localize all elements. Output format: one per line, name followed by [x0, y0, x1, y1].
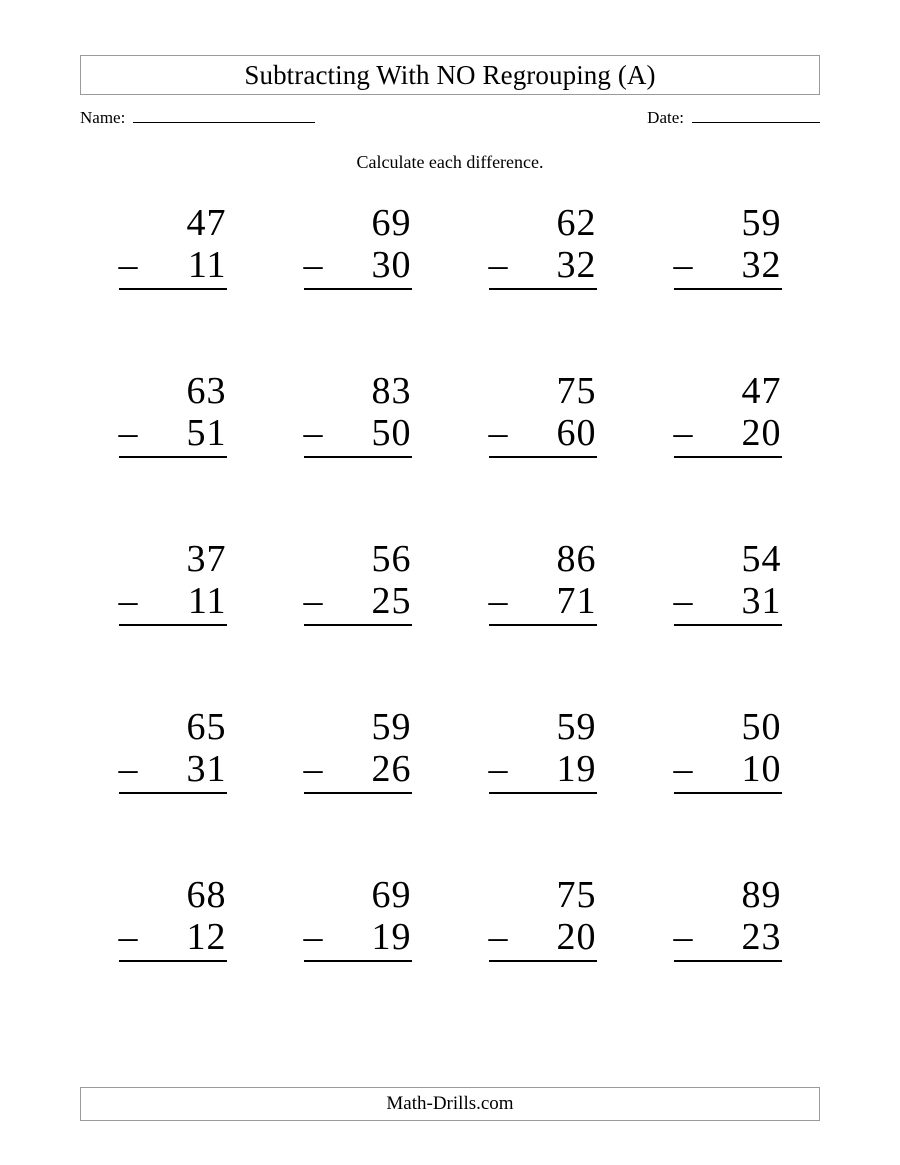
- problem-cell: [80, 868, 265, 1036]
- problem-cell: [265, 700, 450, 868]
- answer-line[interactable]: [304, 792, 412, 794]
- minuend: 68: [186, 874, 227, 916]
- problem-cell: [450, 532, 635, 700]
- minuend: 69: [371, 202, 412, 244]
- answer-line[interactable]: [489, 624, 597, 626]
- subtraction-problem: [304, 700, 412, 868]
- minus-operator: –: [488, 580, 508, 622]
- subtraction-problem: [674, 364, 782, 532]
- subtraction-problem: [674, 700, 782, 868]
- subtrahend: 30: [371, 244, 412, 286]
- problem-cell: [450, 868, 635, 1036]
- problem-row: [80, 196, 820, 364]
- subtrahend-line: [489, 244, 597, 286]
- footer-branding: Math-Drills.com: [386, 1093, 514, 1114]
- subtrahend: 32: [741, 244, 782, 286]
- problem-cell: [635, 364, 820, 532]
- minuend: 69: [371, 874, 412, 916]
- answer-line[interactable]: [489, 960, 597, 962]
- subtrahend: 26: [371, 748, 412, 790]
- minuend-line: [119, 202, 227, 244]
- minuend: 54: [741, 538, 782, 580]
- minuend: 37: [186, 538, 227, 580]
- subtrahend-line: [674, 916, 782, 958]
- subtrahend: 50: [371, 412, 412, 454]
- problem-row: [80, 700, 820, 868]
- name-date-row: [80, 108, 820, 136]
- minuend: 83: [371, 370, 412, 412]
- minuend-line: [119, 538, 227, 580]
- answer-line[interactable]: [304, 288, 412, 290]
- minuend: 47: [741, 370, 782, 412]
- name-label: Name:: [80, 108, 126, 127]
- answer-line[interactable]: [674, 792, 782, 794]
- minuend-line: [674, 706, 782, 748]
- subtrahend: 11: [187, 244, 227, 286]
- subtraction-problem: [489, 700, 597, 868]
- problem-row: [80, 532, 820, 700]
- subtraction-problem: [304, 196, 412, 364]
- subtrahend: 31: [186, 748, 227, 790]
- subtrahend-line: [119, 244, 227, 286]
- subtrahend: 19: [556, 748, 597, 790]
- date-write-line[interactable]: [692, 108, 820, 123]
- subtrahend-line: [119, 916, 227, 958]
- problem-cell: [265, 868, 450, 1036]
- subtrahend: 31: [741, 580, 782, 622]
- subtraction-problem: [119, 700, 227, 868]
- subtraction-problem: [119, 868, 227, 1036]
- instruction-text: Calculate each difference.: [356, 152, 544, 172]
- minus-operator: –: [673, 580, 693, 622]
- minus-operator: –: [488, 412, 508, 454]
- minuend-line: [674, 370, 782, 412]
- problem-grid: [80, 196, 820, 1036]
- minus-operator: –: [488, 916, 508, 958]
- problem-cell: [450, 364, 635, 532]
- subtraction-problem: [119, 364, 227, 532]
- subtrahend-line: [674, 244, 782, 286]
- problem-cell: [265, 532, 450, 700]
- minus-operator: –: [303, 916, 323, 958]
- minuend-line: [489, 370, 597, 412]
- answer-line[interactable]: [119, 960, 227, 962]
- minuend: 47: [186, 202, 227, 244]
- subtrahend: 19: [371, 916, 412, 958]
- subtraction-problem: [674, 196, 782, 364]
- problem-row: [80, 364, 820, 532]
- problem-cell: [635, 196, 820, 364]
- problem-cell: [635, 868, 820, 1036]
- subtraction-problem: [489, 364, 597, 532]
- subtrahend: 60: [556, 412, 597, 454]
- subtrahend: 71: [556, 580, 597, 622]
- subtrahend-line: [304, 244, 412, 286]
- minus-operator: –: [303, 412, 323, 454]
- problem-cell: [265, 364, 450, 532]
- subtrahend-line: [489, 580, 597, 622]
- minuend-line: [119, 706, 227, 748]
- subtrahend: 20: [556, 916, 597, 958]
- minus-operator: –: [118, 244, 138, 286]
- answer-line[interactable]: [674, 624, 782, 626]
- subtrahend-line: [674, 412, 782, 454]
- answer-line[interactable]: [489, 288, 597, 290]
- problem-cell: [80, 364, 265, 532]
- answer-line[interactable]: [119, 624, 227, 626]
- minus-operator: –: [673, 748, 693, 790]
- minuend: 59: [556, 706, 597, 748]
- subtrahend-line: [489, 916, 597, 958]
- subtraction-problem: [674, 532, 782, 700]
- problem-cell: [450, 196, 635, 364]
- problem-cell: [635, 700, 820, 868]
- minuend: 89: [741, 874, 782, 916]
- minus-operator: –: [118, 412, 138, 454]
- minuend-line: [674, 202, 782, 244]
- minuend-line: [304, 874, 412, 916]
- answer-line[interactable]: [304, 624, 412, 626]
- minuend: 75: [556, 370, 597, 412]
- subtraction-problem: [119, 532, 227, 700]
- minuend: 50: [741, 706, 782, 748]
- subtrahend-line: [119, 580, 227, 622]
- subtraction-problem: [304, 532, 412, 700]
- minus-operator: –: [673, 244, 693, 286]
- subtrahend-line: [489, 748, 597, 790]
- problem-cell: [635, 532, 820, 700]
- title-box: [80, 55, 820, 95]
- subtrahend-line: [674, 748, 782, 790]
- problem-row: [80, 868, 820, 1036]
- subtrahend: 11: [187, 580, 227, 622]
- minuend: 63: [186, 370, 227, 412]
- minuend: 65: [186, 706, 227, 748]
- minuend: 75: [556, 874, 597, 916]
- answer-line[interactable]: [489, 792, 597, 794]
- minus-operator: –: [673, 916, 693, 958]
- minuend: 59: [741, 202, 782, 244]
- subtrahend-line: [304, 580, 412, 622]
- subtrahend-line: [304, 748, 412, 790]
- subtraction-problem: [489, 196, 597, 364]
- minuend-line: [489, 538, 597, 580]
- problem-cell: [450, 700, 635, 868]
- minuend: 62: [556, 202, 597, 244]
- footer-box: [80, 1087, 820, 1121]
- answer-line[interactable]: [304, 960, 412, 962]
- minuend: 56: [371, 538, 412, 580]
- subtraction-problem: [304, 364, 412, 532]
- minuend-line: [304, 202, 412, 244]
- subtrahend: 25: [371, 580, 412, 622]
- name-field[interactable]: [80, 108, 315, 128]
- minus-operator: –: [303, 244, 323, 286]
- minus-operator: –: [118, 916, 138, 958]
- subtrahend: 51: [186, 412, 227, 454]
- subtrahend-line: [119, 412, 227, 454]
- subtrahend-line: [304, 412, 412, 454]
- problem-cell: [265, 196, 450, 364]
- date-label: Date:: [647, 108, 684, 127]
- date-field[interactable]: [647, 108, 820, 128]
- minuend-line: [304, 706, 412, 748]
- answer-line[interactable]: [119, 792, 227, 794]
- answer-line[interactable]: [674, 456, 782, 458]
- minuend-line: [489, 202, 597, 244]
- answer-line[interactable]: [119, 288, 227, 290]
- answer-line[interactable]: [489, 456, 597, 458]
- answer-line[interactable]: [674, 960, 782, 962]
- minuend-line: [304, 370, 412, 412]
- answer-line[interactable]: [674, 288, 782, 290]
- minuend-line: [304, 538, 412, 580]
- subtraction-problem: [489, 532, 597, 700]
- problem-cell: [80, 196, 265, 364]
- minus-operator: –: [488, 748, 508, 790]
- subtrahend-line: [119, 748, 227, 790]
- subtraction-problem: [674, 868, 782, 1036]
- minuend-line: [674, 874, 782, 916]
- minus-operator: –: [303, 748, 323, 790]
- subtrahend: 32: [556, 244, 597, 286]
- minuend-line: [119, 370, 227, 412]
- minuend-line: [674, 538, 782, 580]
- problem-cell: [80, 532, 265, 700]
- minuend-line: [489, 874, 597, 916]
- minus-operator: –: [118, 580, 138, 622]
- name-write-line[interactable]: [133, 108, 315, 123]
- minuend-line: [489, 706, 597, 748]
- answer-line[interactable]: [304, 456, 412, 458]
- minus-operator: –: [488, 244, 508, 286]
- subtrahend: 20: [741, 412, 782, 454]
- minus-operator: –: [118, 748, 138, 790]
- subtrahend-line: [304, 916, 412, 958]
- minuend: 59: [371, 706, 412, 748]
- subtrahend-line: [674, 580, 782, 622]
- subtrahend: 12: [186, 916, 227, 958]
- minus-operator: –: [673, 412, 693, 454]
- subtrahend: 23: [741, 916, 782, 958]
- problem-cell: [80, 700, 265, 868]
- subtrahend-line: [489, 412, 597, 454]
- answer-line[interactable]: [119, 456, 227, 458]
- subtrahend: 10: [741, 748, 782, 790]
- subtraction-problem: [304, 868, 412, 1036]
- minus-operator: –: [303, 580, 323, 622]
- minuend-line: [119, 874, 227, 916]
- subtraction-problem: [119, 196, 227, 364]
- subtraction-problem: [489, 868, 597, 1036]
- page-title: Subtracting With NO Regrouping (A): [244, 59, 656, 90]
- minuend: 86: [556, 538, 597, 580]
